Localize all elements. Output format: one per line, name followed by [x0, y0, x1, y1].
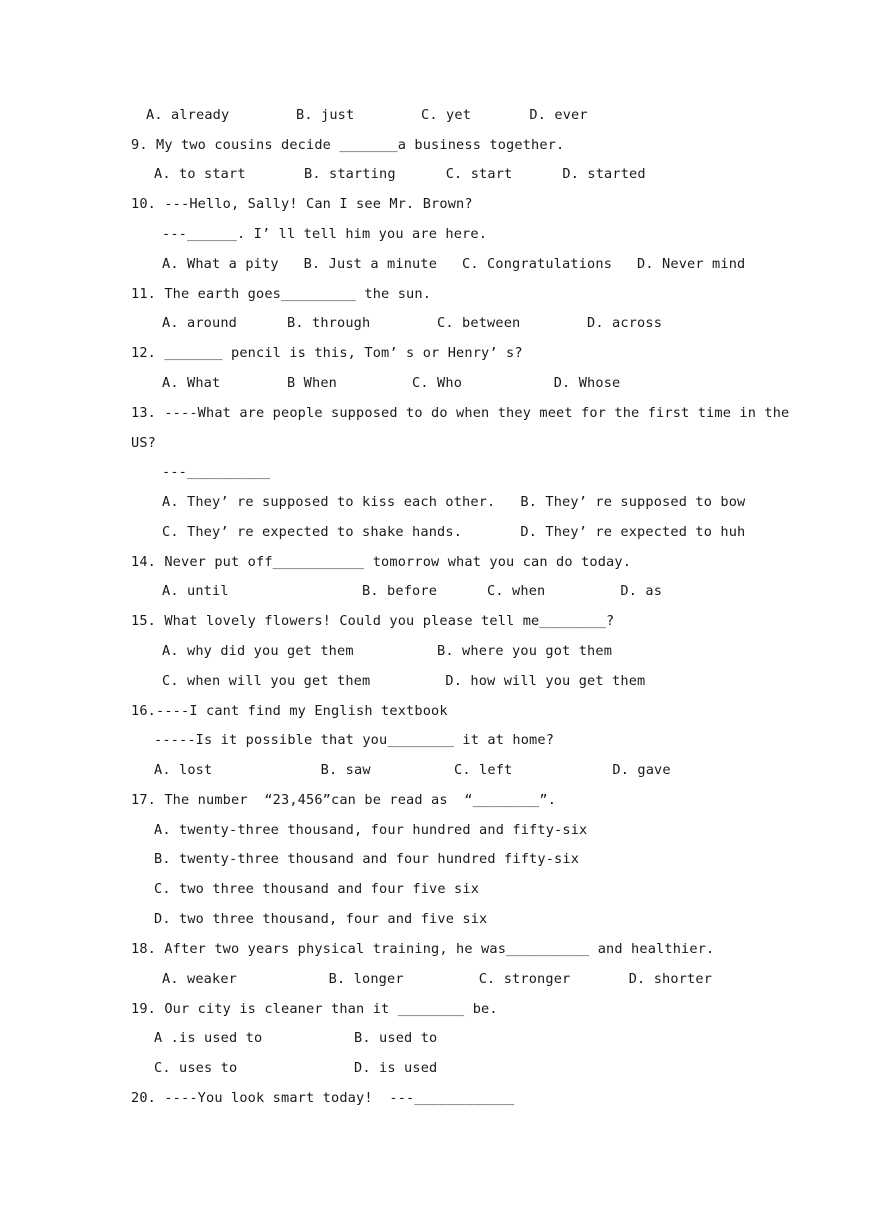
q18-options: A. weaker B. longer C. stronger D. shorter	[162, 971, 713, 987]
q19-options-cd: C. uses to D. is used	[154, 1060, 438, 1076]
q17-stem: 17. The number “23,456”can be read as “________”.	[131, 792, 557, 808]
q8-options: A. already B. just C. yet D. ever	[146, 107, 588, 123]
q17-option-b: B. twenty-three thousand and four hundred fifty-six	[154, 851, 580, 867]
q9-options: A. to start B. starting C. start D. started	[154, 166, 646, 182]
q11-stem: 11. The earth goes_________ the sun.	[131, 286, 432, 302]
q10-options: A. What a pity B. Just a minute C. Congratulations D. Never mind	[162, 256, 746, 272]
q15-options-cd: C. when will you get them D. how will you get them	[162, 673, 646, 689]
q11-options: A. around B. through C. between D. across	[162, 315, 663, 331]
q17-option-a: A. twenty-three thousand, four hundred and fifty-six	[154, 822, 588, 838]
q16-options: A. lost B. saw C. left D. gave	[154, 762, 671, 778]
q16-stem: 16.----I cant find my English textbook	[131, 703, 448, 719]
q9-stem: 9. My two cousins decide _______a business together.	[131, 137, 565, 153]
q15-options-ab: A. why did you get them B. where you got them	[162, 643, 613, 659]
q16-reply: -----Is it possible that you________ it at home?	[154, 732, 555, 748]
q19-stem: 19. Our city is cleaner than it ________ be.	[131, 1001, 498, 1017]
q12-options: A. What B When C. Who D. Whose	[162, 375, 621, 391]
q10-stem: 10. ---Hello, Sally! Can I see Mr. Brown?	[131, 196, 473, 212]
q19-options-ab: A .is used to B. used to	[154, 1030, 438, 1046]
q17-option-c: C. two three thousand and four five six	[154, 881, 480, 897]
q13-reply: ---__________	[162, 464, 271, 480]
q18-stem: 18. After two years physical training, he was__________ and healthier.	[131, 941, 715, 957]
q13-stem-continued: US?	[131, 435, 157, 451]
q15-stem: 15. What lovely flowers! Could you please tell me________?	[131, 613, 615, 629]
q20-stem: 20. ----You look smart today! ---____________	[131, 1090, 515, 1106]
q17-option-d: D. two three thousand, four and five six	[154, 911, 488, 927]
q10-reply: ---______. I’ ll tell him you are here.	[162, 226, 488, 242]
q13-options-cd: C. They’ re expected to shake hands. D. They’ re expected to huh	[162, 524, 746, 540]
q13-options-ab: A. They’ re supposed to kiss each other. B. They’ re supposed to bow	[162, 494, 746, 510]
q14-stem: 14. Never put off___________ tomorrow what you can do today.	[131, 554, 632, 570]
q12-stem: 12. _______ pencil is this, Tom’ s or Henry’ s?	[131, 345, 523, 361]
q14-options: A. until B. before C. when D. as	[162, 583, 663, 599]
q13-stem: 13. ----What are people supposed to do when they meet for the first time in the	[131, 405, 790, 421]
